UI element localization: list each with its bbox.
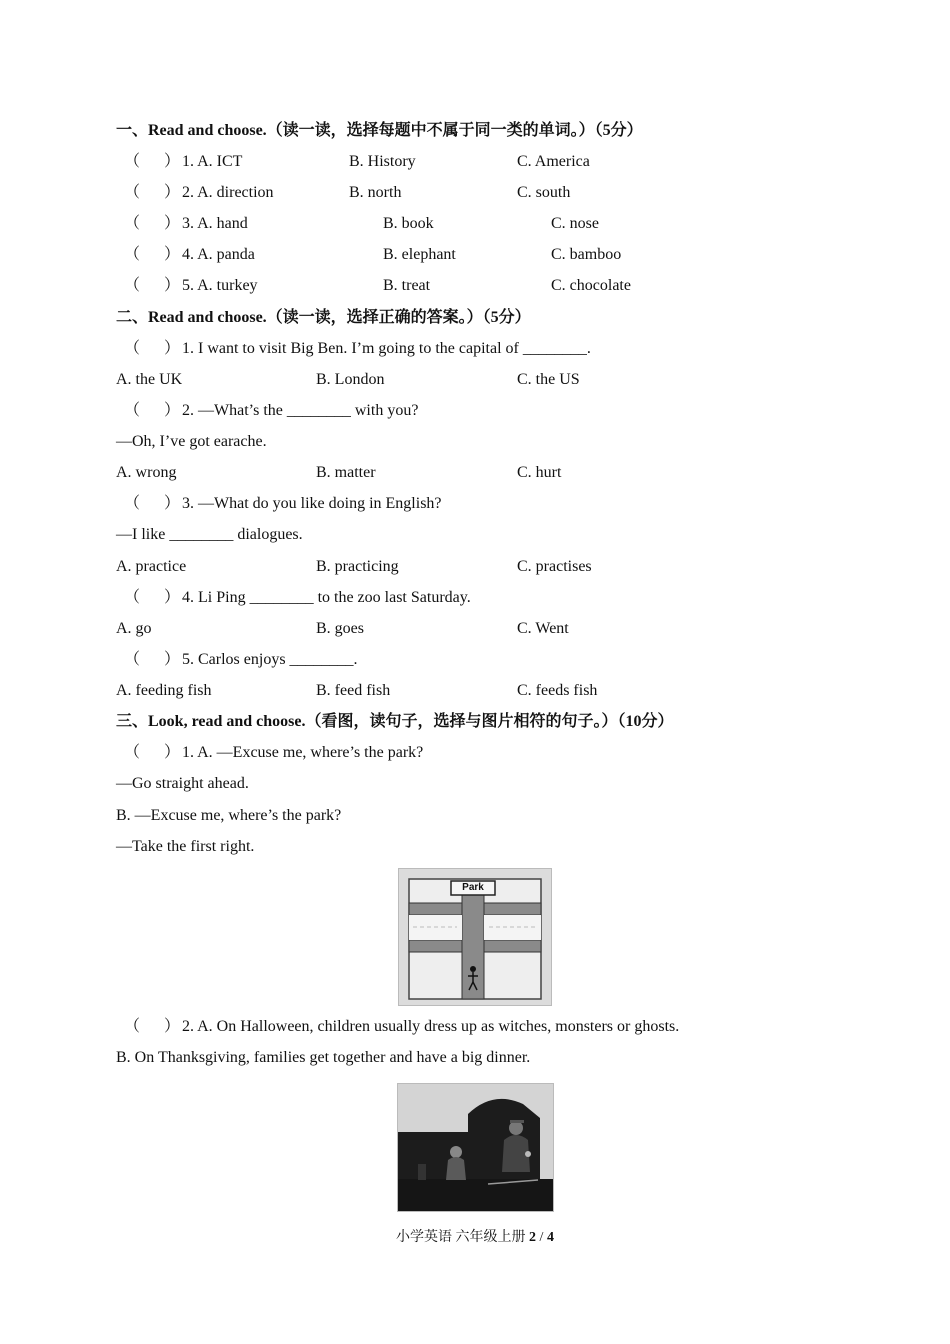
answer-paren-open[interactable]: （ [124, 651, 141, 668]
section2-q2-line2: —Oh, I’ve got earache. [116, 433, 267, 450]
answer-paren-close: ） [164, 215, 181, 232]
option-b: B. treat [383, 277, 431, 294]
option-b: B. goes [316, 620, 364, 637]
answer-paren-open[interactable]: （ [124, 215, 141, 232]
answer-paren-open[interactable]: （ [124, 277, 141, 294]
section3-q1-line3: B. —Excuse me, where’s the park? [116, 807, 342, 824]
section3-heading: 三、Look, read and choose.（看图，读句子，选择与图片相符的句子。）（10分） [116, 713, 674, 730]
section2-q3-stem: 3. —What do you like doing in English? [182, 495, 442, 512]
option-c: C. nose [551, 215, 599, 232]
footer-page-total: 4 [546, 1230, 554, 1245]
section3-q2-stem: 2. A. On Halloween, children usually dress up as witches, monsters or ghosts. [182, 1018, 680, 1035]
item-stem: 2. A. direction [182, 184, 274, 201]
option-b: B. feed fish [316, 682, 391, 699]
section2-q5-stem: 5. Carlos enjoys ________. [182, 651, 358, 668]
footer-separator: / [539, 1230, 544, 1245]
section3-q1-stem: 1. A. —Excuse me, where’s the park? [182, 744, 424, 761]
answer-paren-open[interactable]: （ [124, 1018, 141, 1035]
section2-q2-stem: 2. —What’s the ________ with you? [182, 402, 419, 419]
section2-q4-stem: 4. Li Ping ________ to the zoo last Saturday. [182, 589, 471, 606]
option-a: A. practice [116, 558, 187, 575]
section3-q2-line2: B. On Thanksgiving, families get together and have a big dinner. [116, 1049, 531, 1066]
halloween-drawing [398, 1084, 553, 1211]
section2-q3-line2: —I like ________ dialogues. [116, 526, 303, 543]
answer-paren-open[interactable]: （ [124, 184, 141, 201]
option-b: B. practicing [316, 558, 399, 575]
option-a: A. go [116, 620, 152, 637]
option-b: B. book [383, 215, 434, 232]
answer-paren-close: ） [164, 495, 181, 512]
answer-paren-close: ） [164, 402, 181, 419]
footer-page-number: 2 [529, 1230, 537, 1245]
answer-paren-close: ） [164, 184, 181, 201]
section3-q1-line2: —Go straight ahead. [116, 775, 249, 792]
answer-paren-open[interactable]: （ [124, 402, 141, 419]
option-c: C. bamboo [551, 246, 622, 263]
item-stem: 4. A. panda [182, 246, 255, 263]
answer-paren-close: ） [164, 1018, 181, 1035]
section1-heading: 一、Read and choose.（读一读，选择每题中不属于同一类的单词。）（5分） [116, 122, 643, 139]
answer-paren-open[interactable]: （ [124, 744, 141, 761]
option-b: B. History [349, 153, 416, 170]
option-c: C. south [517, 184, 571, 201]
answer-paren-close: ） [164, 340, 181, 357]
answer-paren-close: ） [164, 589, 181, 606]
option-c: C. hurt [517, 464, 562, 481]
option-c: C. practises [517, 558, 592, 575]
option-c: C. America [517, 153, 590, 170]
option-a: A. the UK [116, 371, 183, 388]
option-b: B. elephant [383, 246, 456, 263]
answer-paren-close: ） [164, 277, 181, 294]
item-stem: 1. A. ICT [182, 153, 243, 170]
halloween-picture [397, 1083, 554, 1212]
answer-paren-open[interactable]: （ [124, 153, 141, 170]
option-c: C. chocolate [551, 277, 631, 294]
answer-paren-open[interactable]: （ [124, 495, 141, 512]
answer-paren-open[interactable]: （ [124, 246, 141, 263]
option-b: B. London [316, 371, 385, 388]
item-stem: 5. A. turkey [182, 277, 258, 294]
answer-paren-open[interactable]: （ [124, 340, 141, 357]
option-b: B. north [349, 184, 402, 201]
answer-paren-close: ） [164, 246, 181, 263]
section3-q1-line4: —Take the first right. [116, 838, 255, 855]
option-a: A. feeding fish [116, 682, 212, 699]
option-c: C. the US [517, 371, 580, 388]
answer-paren-close: ） [164, 153, 181, 170]
item-stem: 3. A. hand [182, 215, 248, 232]
option-c: C. Went [517, 620, 569, 637]
option-a: A. wrong [116, 464, 177, 481]
footer-label: 小学英语 六年级上册 [396, 1230, 526, 1245]
page-footer [0, 1226, 950, 1246]
section2-q1-stem: 1. I want to visit Big Ben. I’m going to the capital of ________. [182, 340, 591, 357]
answer-paren-open[interactable]: （ [124, 589, 141, 606]
answer-paren-close: ） [164, 651, 181, 668]
park-map-picture [398, 868, 552, 1006]
option-b: B. matter [316, 464, 376, 481]
option-c: C. feeds fish [517, 682, 598, 699]
answer-paren-close: ） [164, 744, 181, 761]
section2-heading: 二、Read and choose.（读一读，选择正确的答案。）（5分） [116, 309, 531, 326]
park-sign-label: Park [462, 882, 484, 893]
